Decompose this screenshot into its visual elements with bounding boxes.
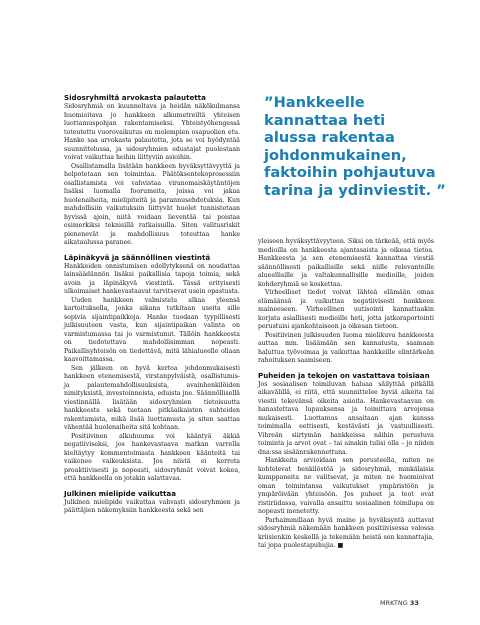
paragraph: yleiseen hyväksyttävyyteen. Siksi on tärkeää, että myös medioilla on hankkeesta ajantasaista ja oikeaa tietoa. Hankkeesta ja sen etenemisestä kannattaa viestiä säännöllisesti paikallisille sekä niille relevanteille alueellisille ja valtakunnallisille medioille, joiden kohderyhmiä se koskettaa.	[258, 238, 434, 288]
pull-quote-line: ”Hankkeelle	[264, 94, 365, 111]
section-heading-stakeholder-feedback: Sidosryhmiltä arvokasta palautetta	[64, 93, 206, 102]
pull-quote	[264, 94, 446, 199]
paragraph: Parhaimmillaan hyvä maine ja hyväksyntä auttavat sidosryhmiä näkemään hankkeen positiivisessa valossa kriisienkin keskellä ja tekemään heistä sen kannattajia, tai jopa puolestapuhujia. ■	[258, 516, 434, 549]
right-column	[258, 238, 434, 551]
paragraph: Osallistamalla lisätään hankkeen hyväksyttävyyttä ja helpotetaan sen toimintaa. Päätöksentekoprosessiin osallistamista voi vahvistaa viranomaiskäytäntöjen lisäksi luomalla foorumeita, joissa voi jakaa huolenaiheita, mielipiteitä ja parannusehdotuksia. Kun mahdollisiin vaikutuksiin liittyvät huolet tunnistetaan hyvissä ajoin, niitä voidaan lieventää tai poistaa esimerkiksi teknisillä ratkaisuilla. Siten valitusriskit pienenevät ja mahdollisuus toteuttaa hanke aikataulussa paranee.	[64, 162, 240, 246]
section-heading-transparent-communication: Läpinäkyvä ja säännöllinen viestintä	[64, 252, 211, 262]
pull-quote-line: johdonmukainen,	[264, 146, 407, 164]
pull-quote-line: kannattaa heti	[264, 111, 386, 129]
paragraph: Hankkeita arvioidaan sen perusteella, miten ne kohtelevat henkilöstöä ja sidosryhmiä, minkälaisia kumppaneita ne valitsevat, ja miten ne huomioivat oman toimintansa vaikutukset ympäristöön ja ympäröivään yhteisöön. Jos puheet ja teot ovat ristiriidassa, vaivalla ansaittu sosiaalinen toimilupa on nopeasti menetetty.	[258, 457, 434, 515]
left-column	[64, 93, 240, 516]
pull-quote-line: faktoihin pohjautuva	[264, 164, 436, 181]
paragraph: Julkinen mielipide vaikuttaa vahvasti sidosryhmien ja päättäjien näkemyksiin hankkeesta sekä sen	[64, 498, 240, 514]
pull-quote-line: alussa rakentaa	[264, 129, 395, 146]
paragraph: Sidosryhmiä on kuunneltava ja heidän näkökulmansa huomioitava jo hankkeen alkumetreiltä yhteisen luottamuspohjan rakentamiseksi. Yhteistyöhengessä toteutettu vuorovaikutus on molempien osapuolien etu. Hanke saa arvokasta palautetta, jota se voi hyödyntää suunnittelussa, ja sidosryhmien edustajat puolestaan voivat vaikuttaa heihin liittyviin asioihin.	[64, 103, 240, 161]
paragraph: Sen jälkeen on hyvä kertoa johdonmukaisesti hankkeen etenemisestä, virstanpylväistä, osallistumis- ja palautemahdollisuuksista, avainhenkilöiden nimityksistä, investoinneista, eduista jne. Säännöllisellä viestinnällä lisätään sidosryhmien tietoisuutta hankkeesta sekä tuetaan pitkäaikaisten suhteiden rakentamista, mikä lisää luottamusta ja siten saattaa vähentää huolenaiheita sitä kohtaan.	[64, 364, 240, 431]
paragraph: Uuden hankkeen valmistelu alkaa yleensä kartoituksella, jonka aikana tutkitaan useita sille sopivia sijaintipaikkoja. Hanke tuodaan tyypillisesti julkisuuteen vasta, kun sijaintipaikan valinta on varmistumassa tai jo varmistunut. Tällöin hankkeesta on tiedotettava mahdollisimman nopeasti. Paikallisyhteisön on tiedettävä, mitä lähialueelle ollaan kaavoittamassa.	[64, 296, 240, 363]
paragraph: Positiivinen julkisuuden luoma mielikuva hankkeesta auttaa mm. lisäämään sen kannatusta, saamaan haluttua työvoimaa ja vaikuttaa hankkeille elintärkeän rahoituksen saamiseen.	[258, 331, 434, 364]
pull-quote-line: tarina ja ydinviestit. ”	[264, 181, 446, 199]
paragraph: Jos sosiaalisen toimiluvan haluaa säilyttää pitkällä aikavälillä, ei riitä, että suunnittelee hyviä aikeita tai viestii tekevänsä oikeita asioita. Hankevastaavan on hanastettava lupauksensa ja toimittava arvojensa mukaisesti. Luottamus ansaitaan ajan kanssa toimimalla eettisesti, kestävästi ja vastuullisesti. Vihreän siirtymän hankkeissa näihin perustuva toiminta ja arvot ovat – tai ainakin tulisi olla – jo niiden dna:ssa sisäänrakennettuna.	[258, 380, 434, 456]
section-heading-words-and-deeds: Puheiden ja tekojen on vastattava toisiaan	[258, 370, 430, 380]
page-number: 33	[409, 599, 419, 607]
paragraph: Positiivinen alkuhuuma voi kääntyä äkkiä negatiiviseksi, jos hankevastaava matkan varrella kieltäytyy kommentoimasta hankkeen käänteitä tai vaikenee vaikeuksista. Jos niistä ei kerrota proaktiivisesti ja nopeasti, sidosryhmät voivat kokea, että hankkeella on jotakin salattavaa.	[64, 432, 240, 482]
paragraph: Hankkeiden onnistumisen edellytyksenä on noudattaa lainsäädännön lisäksi paikallisia tapoja toimia, sekä avoin ja läpinäkyvä viestintä. Tässä erityisesti ulkoimaiset hankevastaavat tarvitsevat usein opastusta.	[64, 262, 240, 295]
page-footer	[380, 599, 419, 607]
section-heading-public-opinion: Julkinen mielipide vaikuttaa	[64, 488, 176, 498]
magazine-name: MRKTNG	[380, 599, 408, 607]
paragraph: Virheelliset tiedot voivat lähteä elämään omaa elämäänsä ja vaikuttaa negatiivisesti hankkeen maineeseen. Virheellinen uutisointi kannattaakin korjata asiallisesti medioille heti, jotta jatkoraportointi perustuisi ajankohtaiseen ja oikeaan tietoon.	[258, 289, 434, 330]
